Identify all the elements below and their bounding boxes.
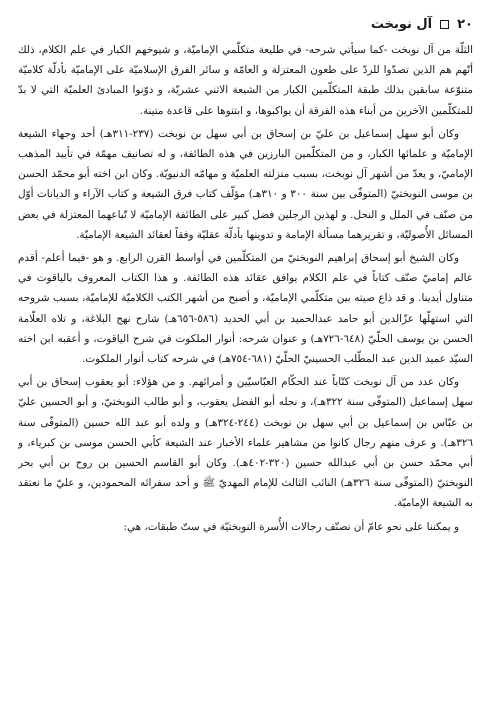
book-page — [18, 14, 473, 694]
page-number: ٢٠ — [457, 16, 473, 32]
square-icon — [440, 20, 449, 29]
paragraph-2: وكان أبو سهل إسماعيل بن عليّ بن إسحاق بن أبي سهل بن نوبخت (٢٣٧-٣١١هـ) أحد وجهاء الشيعة الإماميّة و علمائها الكبار، و من المتكلّمين البارزين في هذه الطائفة، و له تصانيف مهمّة في تأييد المذهب الإماميّ، و يعدّ من أشهر آل نوبخت، بسبب منزلته العلميّة و مهامّه الدنيويّة. وكان ابن اخته أبو محمّد الحسن بن موسى النوبختيّ (المتوفّى بين سنة ٣٠٠ و ٣١٠هـ) مؤلّف كتاب فرق الشيعة و كتاب الآراء و الديانات أوّل من صنّف في الملل و النحل. و لهذين الرجلين فضل كبير على الطائفة الإماميّة لا تّباعهما المعتزلة في بعض المسائل الأُصوليّة، و تقريرهما مسألة الإمامة و تدوينها بأدلّة عقليّة وفقاً لعقائد الشيعة الإماميّة. — [18, 127, 473, 241]
running-title: آل نوبخت — [370, 16, 433, 32]
paragraph-3: وكان الشيخ أبو إسحاق إبراهيم النوبختيّ من المتكلّمين في أواسط القرن الرابع. و هو -فيما أعلم- أقدم عالم إماميّ صنّف كتاباً في علم الكلام يوافق عقائد هذه الطائفة. و هذا الكتاب المعروف بالياقوت في متناول أيدينا. و قد ذاع صيته بين متكلّمي الإماميّة، و أصبح من أشهر الكتب الكلاميّة للإماميّة، بسبب شروحه التي استهلّها عزّالدين أبو حامد عبدالحميد بن أبي الحديد (٥٨٦-٦٥٦هـ) شارح نهج البلاغة، و تلاه العلّامة الحسن بن يوسف الحلّيّ (٦٤٨-٧٢٦هـ) و عنوان شرحه: أنوار الملكوت في شرح الياقوت، و أعقبه ابن اخته السيّد عميد الدين عبد المطّلب الحسينيّ الحلّيّ (٦٨١-٧٥٤هـ) في شرحه كتاب أنوار الملكوت. — [18, 252, 473, 366]
paragraph-1: الثلّة من آل نوبخت -كما سيأتي شرحه- في طليعة متكلّمي الإماميّة، و شيوخهم الكبار في علم الكلام، ذلك أنّهم هم الذين تصدّوا للردّ على طعون المعتزلة و العامّة و سائر الفرق الإسلاميّة على الإماميّة بأدلّة كلاميّة متنوّعة سابقين بذلك طبقة المتكلّمين الكبار من الشيعة الاثني عشريّة، و دوّنوا المبادئ العلميّة التي لا بدّ للمتكلّمين الآخرين من أبناء هذه الفرقة أن يواكبوها، و ابتنوها على قاعدة متينة. — [18, 44, 473, 117]
page-body — [18, 40, 473, 537]
paragraph-4: وكان عدد من آل نوبخت كتّاباً عند الحكّام العبّاسيّين و أمرائهم. و من هؤلاء: أبو يعقوب إسحاق بن أبي سهل إسماعيل (المتوفّى سنة ٣٢٢هـ)، و نجله أبو الفضل يعقوب، و أبو طالب النوبختيّ، و أبو الحسين عليّ بن عبّاس بن إسماعيل بن أبي سهل بن نوبخت (٢٤٤-٣٢٤هـ) و ولده أبو عبد الله حسين (المتوفّى سنة ٣٢٦هـ). و عرف منهم رجال كانوا من مشاهير علماء الأخبار عند الشيعة كأبي الحسن موسى بن كبرياء، و أبي محمّد حسن بن أبي عبدالله حسين (٣٢٠-٤٠٢هـ). وكان أبو القاسم الحسين بن روح بن أبي بحر النوبختيّ (المتوفّى سنة ٣٢٦هـ) النائب الثالث للإمام المهديّ ﷺ و أحد سفرائه المحمودين، و عليّ ما نعتقد به الشيعة الإماميّة. — [18, 376, 473, 510]
paragraph-5: و يمكننا على نحو عامّ أن نصنّف رجالات الأُسرة النوبختيّة في ستّ طبقات، هي: — [123, 520, 459, 533]
running-head — [18, 14, 473, 34]
